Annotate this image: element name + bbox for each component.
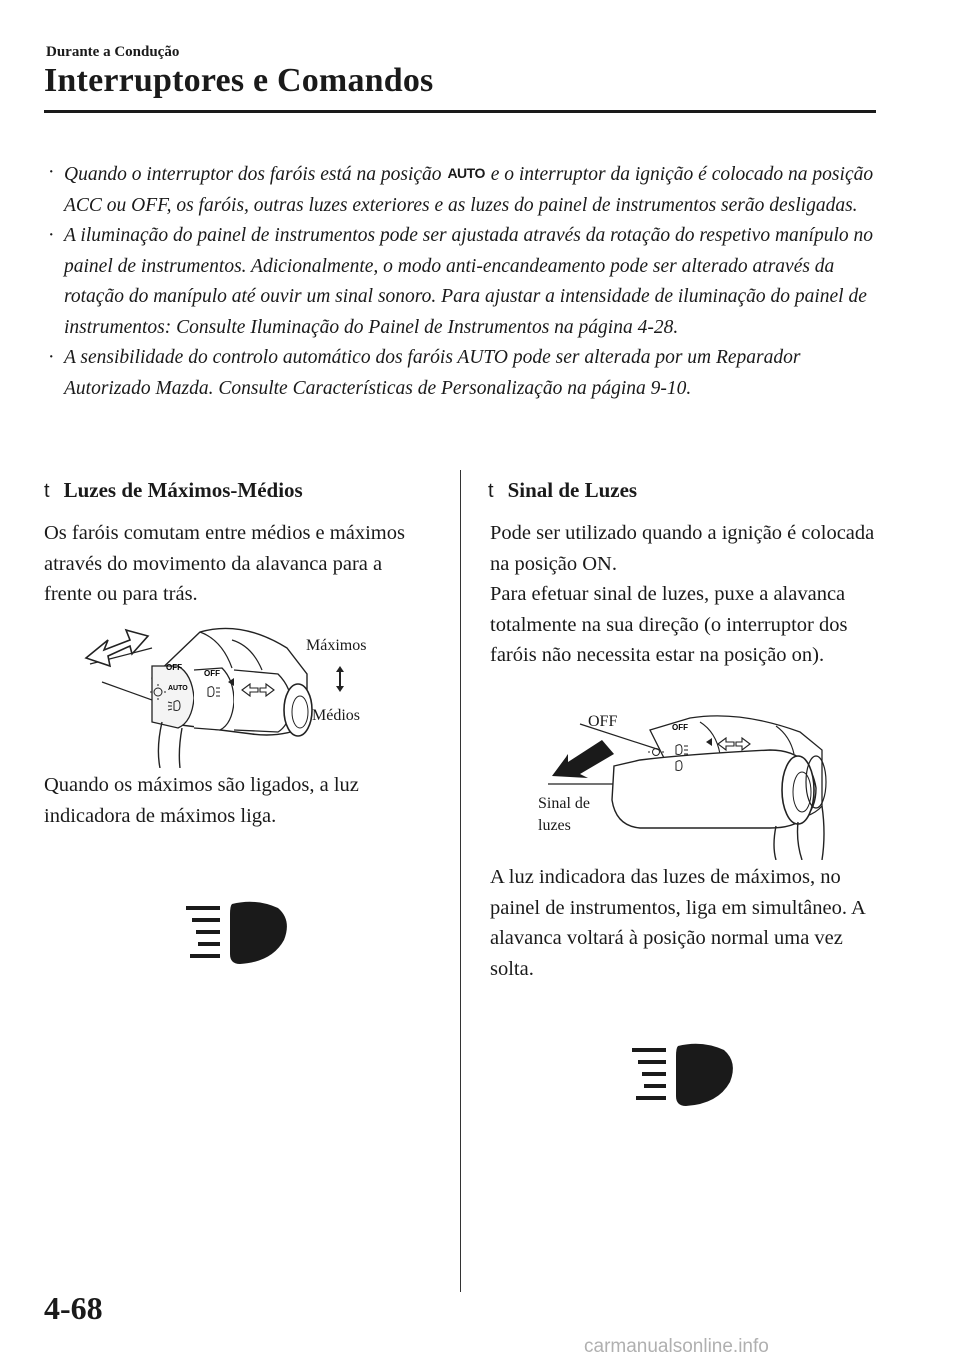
auto-icon: AUTO: [447, 165, 485, 181]
high-beam-icon: [632, 1040, 738, 1110]
paragraph-flasher-indicator: A luz indicadora das luzes de máximos, no painel de instrumentos, liga em simultâneo. A alavanca voltará à posição normal uma vez solta.: [490, 866, 865, 980]
page-number: 4-68: [44, 1290, 103, 1326]
switch-label-off: OFF: [166, 663, 182, 672]
bullet-dot: ·: [48, 347, 55, 368]
label-flash-line1: Sinal de: [538, 795, 590, 812]
page-title: Interruptores e Comandos: [44, 62, 434, 99]
switch-label-auto: AUTO: [168, 685, 188, 692]
paragraph-high-beam-indicator: Quando os máximos são ligados, a luz indicadora de máximos liga.: [44, 774, 359, 827]
paragraph-beam-switching: Os faróis comutam entre médios e máximos através do movimento da alavanca para a frente ou para trás.: [44, 522, 405, 605]
section-label: Durante a Condução: [46, 44, 180, 60]
bullet-dot: ·: [48, 162, 55, 183]
label-off: OFF: [588, 713, 618, 730]
paragraph-flasher-usage: Pode ser utilizado quando a ignição é colocada na posição ON. Para efetuar sinal de luzes, puxe a alavanca totalmente na sua direção (o interruptor dos faróis não necessita estar na posição on).: [490, 522, 875, 666]
title-rule: [44, 110, 876, 113]
label-flash-line2: luzes: [538, 817, 571, 834]
lever-illustration-flash: [540, 710, 840, 860]
note-auto-off: · Quando o interruptor dos faróis está na posição AUTO e o interruptor da ignição é colocado na posição ACC ou OFF, os faróis, outras luzes exteriores e as luzes do painel de instrumentos serão desligadas.: [46, 158, 886, 221]
switch-label-off: OFF: [204, 669, 220, 678]
note-panel-illumination: · A iluminação do painel de instrumentos pode ser ajustada através da rotação do respetivo manípulo no painel de instrumentos. Adicionalmente, o modo anti-encandeamento pode ser alterado através da rotação do manípulo até ouvir um sinal sonoro. Para ajustar a intensidade de iluminação do painel de instrumentos: Consulte Iluminação do Painel de Instrumentos na página 4-28.: [46, 221, 886, 343]
label-high-beam: Máximos: [306, 637, 367, 654]
note-auto-sensitivity: · A sensibilidade do controlo automático dos faróis AUTO pode ser alterada por um Reparador Autorizado Mazda. Consulte Características de Personalização na página 9-10.: [46, 343, 886, 404]
column-divider: [460, 470, 461, 1292]
section-heading-high-low-beam: t Luzes de Máximos-Médios: [44, 478, 303, 502]
section-bullet: t: [44, 480, 50, 502]
section-heading-headlight-flasher: t Sinal de Luzes: [488, 478, 638, 502]
watermark: carmanualsonline.info: [584, 1336, 769, 1357]
notes-block: [46, 158, 886, 404]
high-beam-icon: [186, 898, 292, 968]
label-low-beam: Médios: [312, 707, 360, 724]
section-bullet: t: [488, 480, 494, 502]
switch-label-off: OFF: [672, 723, 688, 732]
bullet-dot: ·: [48, 225, 55, 246]
